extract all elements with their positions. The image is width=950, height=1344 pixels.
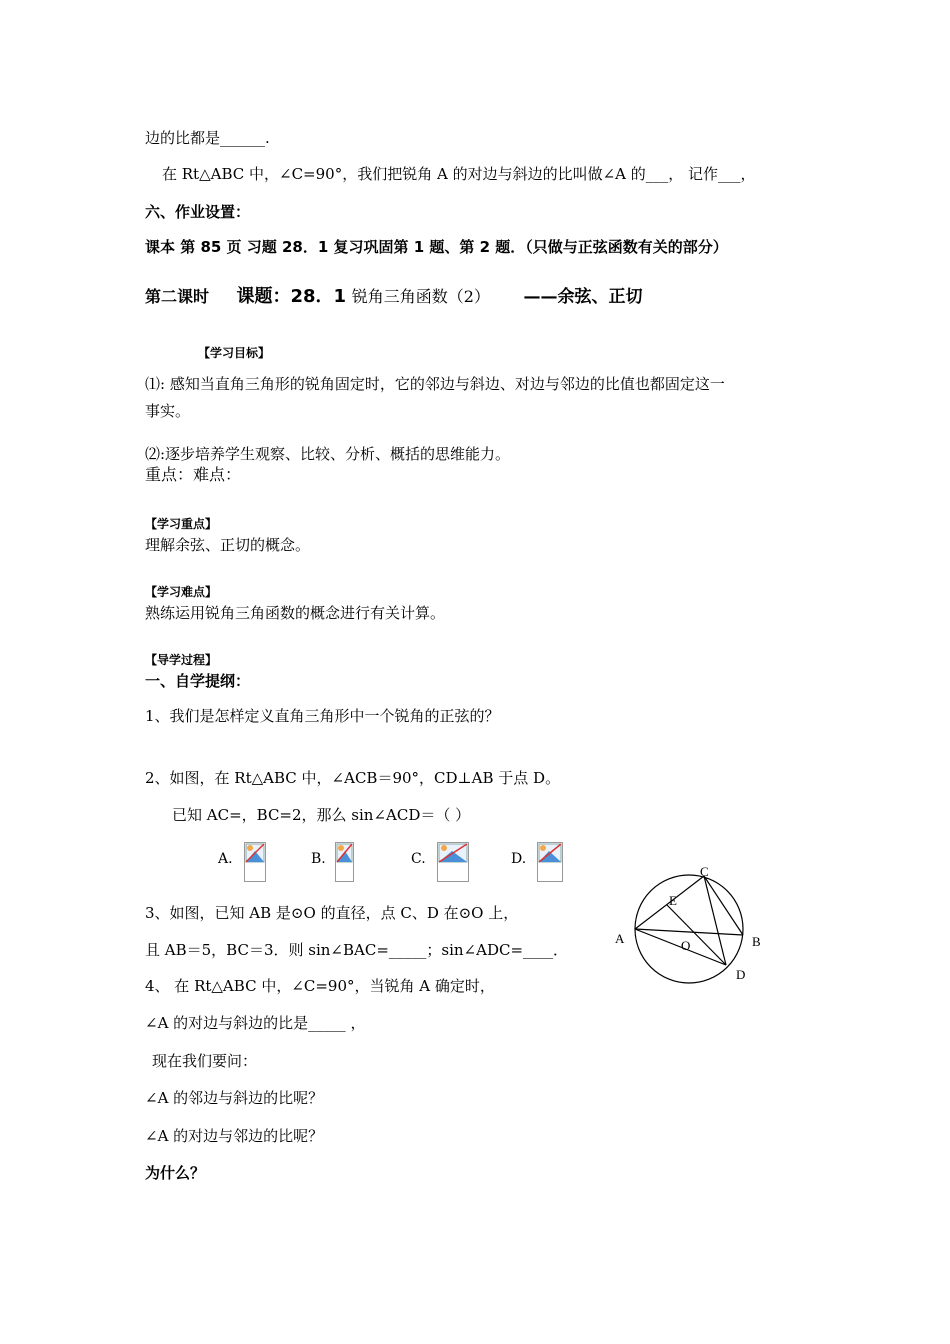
goal-text: ⑴: 感知当直角三角形的锐角固定时，它的邻边与斜边、对边与邻边的比值也都固定这一 bbox=[145, 375, 725, 393]
point-e-label: E bbox=[669, 893, 677, 908]
point-a-label: A bbox=[615, 931, 625, 946]
focus-header: 【学习重点】 bbox=[145, 517, 218, 531]
choice-a-label: A. bbox=[218, 851, 233, 867]
text-line: 边的比都是______. bbox=[145, 129, 270, 147]
question-text: 3、如图，已知 AB 是⊙O 的直径，点 C、D 在⊙O 上， bbox=[145, 904, 519, 922]
point-d-label: D bbox=[736, 967, 746, 982]
point-c-label: C bbox=[700, 864, 709, 879]
title-main: 锐角三角函数（2） bbox=[351, 287, 490, 306]
choice-d-label: D. bbox=[511, 851, 527, 867]
keypoints-text: 重点：难点： bbox=[145, 465, 242, 484]
choice-d-image-icon bbox=[537, 842, 563, 882]
segment-ab bbox=[635, 929, 743, 935]
choice-b-image-icon bbox=[335, 842, 354, 882]
homework-text: 课本 第 85 页 习题 28．1 复习巩固第 1 题、第 2 题．（只做与正弦函数有关的部分） bbox=[145, 238, 728, 256]
goal-text: 事实。 bbox=[145, 402, 191, 420]
section-heading: 一、自学提纲： bbox=[145, 672, 251, 690]
difficulty-header: 【学习难点】 bbox=[145, 585, 218, 599]
circle-figure bbox=[600, 855, 780, 1000]
question-text: 为什么？ bbox=[145, 1164, 206, 1182]
question-text: 1、我们是怎样定义直角三角形中一个锐角的正弦的？ bbox=[145, 707, 500, 725]
question-text: ∠A 的对边与邻边的比呢？ bbox=[145, 1127, 324, 1145]
goal-header: 【学习目标】 bbox=[198, 346, 271, 360]
question-text: 且 AB＝5，BC＝3．则 sin∠BAC=_____；sin∠ADC=____． bbox=[145, 941, 569, 959]
process-header: 【导学过程】 bbox=[145, 653, 218, 667]
section-heading: 六、作业设置： bbox=[145, 203, 251, 221]
point-o-label: O bbox=[681, 938, 691, 953]
choice-c-label: C. bbox=[411, 851, 426, 867]
lesson-title bbox=[145, 285, 642, 309]
circle-o bbox=[635, 875, 746, 983]
question-text: 现在我们要问： bbox=[152, 1052, 258, 1070]
focus-text: 理解余弦、正切的概念。 bbox=[145, 536, 311, 554]
segment-ed bbox=[667, 905, 726, 965]
title-mid: 课题：28．1 bbox=[236, 286, 347, 307]
title-prefix: 第二课时 bbox=[145, 287, 210, 306]
choice-b-label: B. bbox=[311, 851, 326, 867]
text-line: 在 Rt△ABC 中，∠C=90°，我们把锐角 A 的对边与斜边的比叫做∠A 的___， 记作___， bbox=[162, 165, 756, 183]
question-text: 4、 在 Rt△ABC 中，∠C=90°，当锐角 A 确定时， bbox=[145, 977, 495, 995]
goal-text: ⑵:逐步培养学生观察、比较、分析、概括的思维能力。 bbox=[145, 445, 511, 463]
difficulty-text: 熟练运用锐角三角函数的概念进行有关计算。 bbox=[145, 604, 446, 622]
title-suffix: ——余弦、正切 bbox=[523, 287, 643, 307]
question-text: 已知 AC=，BC=2，那么 sin∠ACD＝（ ） bbox=[172, 806, 471, 824]
segment-cd bbox=[704, 876, 726, 965]
choice-c-image-icon bbox=[437, 842, 469, 882]
question-text: ∠A 的对边与斜边的比是_____ ， bbox=[145, 1014, 366, 1032]
question-text: 2、如图，在 Rt△ABC 中，∠ACB＝90°，CD⊥AB 于点 D。 bbox=[145, 769, 561, 787]
point-b-label: B bbox=[752, 934, 761, 949]
choice-a-image-icon bbox=[244, 842, 266, 882]
question-text: ∠A 的邻边与斜边的比呢？ bbox=[145, 1089, 324, 1107]
